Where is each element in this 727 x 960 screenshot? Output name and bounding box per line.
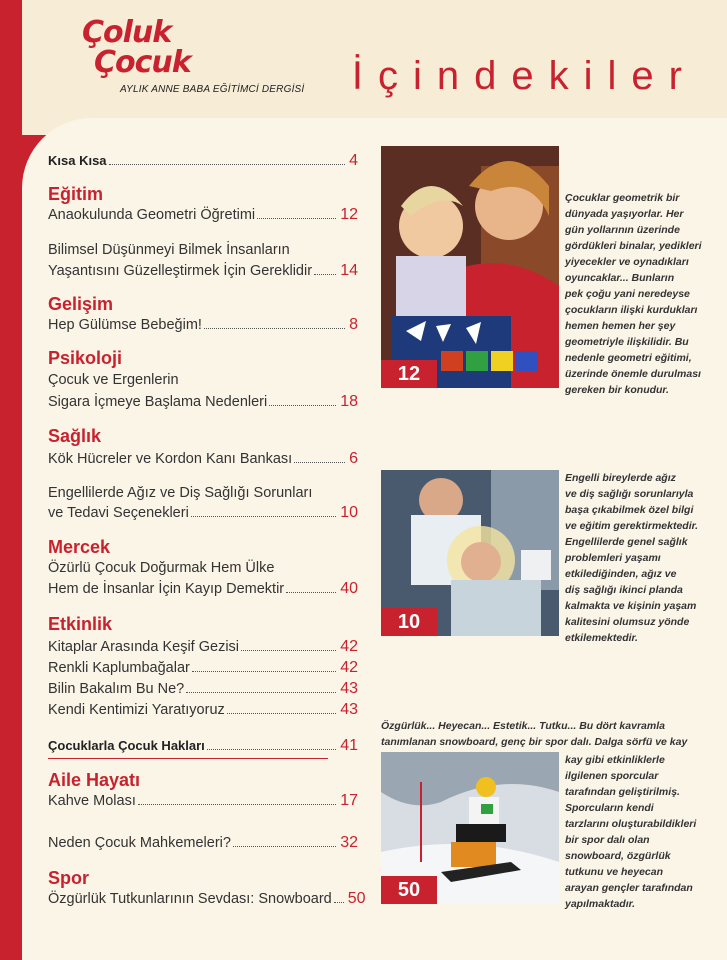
toc-entry[interactable] [48, 834, 358, 852]
caption-line: tarafından geliştirilmiş. [565, 786, 680, 798]
leader-dots [186, 692, 336, 693]
toc-entry-label: Sigara İçmeye Başlama Nedenleri [48, 394, 268, 410]
caption-line: hemen hemen her şey [565, 320, 676, 332]
toc-entry-kisa-kisa[interactable] [48, 152, 358, 170]
toc-entry-label: Renkli Kaplumbağalar [48, 660, 190, 676]
toc-entry[interactable] [48, 792, 358, 810]
toc-entry-label: Hep Gülümse Bebeğim! [48, 317, 202, 333]
leader-dots [138, 804, 336, 805]
toc-entry-label: Hem de İnsanlar İçin Kayıp Demektir [48, 581, 285, 597]
section-gelisim: Gelişim [48, 294, 114, 314]
toc-page-number: 42 [340, 638, 358, 655]
caption-line: ve diş sağlığı sorunlarıyla [565, 488, 694, 500]
caption-line: gün yollarının üzerinde [565, 224, 680, 236]
toc-entry-cocuk-haklari[interactable] [48, 737, 358, 755]
page-title: İçindekiler [351, 54, 697, 98]
toc-page-number: 41 [340, 737, 358, 754]
caption-line: kalitesini olumsuz yönde [565, 616, 690, 628]
caption-line: kay gibi etkinliklerle [565, 754, 665, 766]
leader-dots [233, 846, 336, 847]
caption-line: üzerinde önemle durulması [565, 368, 701, 380]
toc-page-number: 40 [340, 580, 358, 597]
toc-page-number: 10 [340, 504, 358, 521]
leader-dots [191, 516, 336, 517]
toc-entry[interactable] [48, 580, 358, 598]
section-aile-hayati: Aile Hayatı [48, 770, 141, 790]
toc-page-number: 43 [340, 680, 358, 697]
caption-line: oyuncaklar... Bunların [565, 272, 675, 284]
caption-line: yapılmaktadır. [565, 898, 636, 910]
toc-entry-label: Bilin Bakalım Bu Ne? [48, 681, 185, 697]
magazine-logo [82, 15, 305, 98]
caption-line: bir spor dalı olan [565, 834, 650, 846]
toc-entry-line[interactable]: Çocuk ve Ergenlerin [48, 372, 179, 388]
leader-dots [227, 713, 336, 714]
toc-entry[interactable] [48, 262, 358, 280]
photo-dental-care[interactable] [381, 470, 559, 636]
toc-entry-label: Kendi Kentimizi Yaratıyoruz [48, 702, 225, 718]
caption-line: gördükleri binalar, yedikleri [565, 240, 702, 252]
toc-entry-label: Anaokulunda Geometri Öğretimi [48, 207, 256, 223]
caption-line: Sporcuların kendi [565, 802, 654, 814]
caption-snowboard [565, 752, 725, 912]
leader-dots [334, 902, 344, 903]
section-etkinlik: Etkinlik [48, 614, 113, 634]
caption-line: tanımlanan snowboard, genç bir spor dalı. Dalga sörfü ve kay [381, 736, 688, 748]
toc-entry-label: Kitaplar Arasında Keşif Gezisi [48, 639, 240, 655]
left-red-strip [0, 0, 22, 960]
caption-snowboard-intro [381, 718, 721, 750]
toc-page-number: 32 [340, 834, 358, 851]
section-mercek: Mercek [48, 537, 111, 557]
caption-line: dünyada yaşıyorlar. Her [565, 208, 684, 220]
leader-dots [204, 328, 345, 329]
leader-dots [109, 164, 346, 165]
toc-entry[interactable] [48, 206, 358, 224]
toc-entry-line[interactable]: Bilimsel Düşünmeyi Bilmek İnsanların [48, 242, 290, 258]
section-divider [48, 758, 328, 759]
section-spor: Spor [48, 868, 90, 888]
leader-dots [241, 650, 336, 651]
page-badge: 10 [381, 608, 437, 636]
toc-entry[interactable] [48, 638, 358, 656]
toc-entry-line[interactable]: Özürlü Çocuk Doğurmak Hem Ülke [48, 560, 275, 576]
photo-illustration [381, 146, 559, 388]
leader-dots [286, 592, 336, 593]
caption-line: etkilemektedir. [565, 632, 638, 644]
toc-entry[interactable] [48, 890, 366, 908]
section-psikoloji: Psikoloji [48, 348, 123, 368]
toc-entry-label: ve Tedavi Seçenekleri [48, 505, 189, 521]
toc-entry[interactable] [48, 450, 358, 468]
toc-page-number: 17 [340, 792, 358, 809]
toc-entry-label: Kısa Kısa [48, 153, 107, 168]
leader-dots [257, 218, 336, 219]
page-badge: 12 [381, 360, 437, 388]
leader-dots [192, 671, 336, 672]
caption-line: nedenle geometri eğitimi, [565, 352, 692, 364]
leader-dots [314, 274, 336, 275]
toc-page-number: 43 [340, 701, 358, 718]
caption-line: Özgürlük... Heyecan... Estetik... Tutku... Bu dört kavramla [381, 720, 665, 732]
toc-page-number: 12 [340, 206, 358, 223]
caption-line: Engellilerde genel sağlık [565, 536, 688, 548]
caption-line: problemleri yaşamı [565, 552, 661, 564]
logo-line-2: Çocuk [94, 45, 191, 80]
toc-entry[interactable] [48, 680, 358, 698]
section-saglik: Sağlık [48, 426, 102, 446]
caption-line: ve eğitim gerektirmektedir. [565, 520, 699, 532]
toc-entry-label: Özgürlük Tutkunlarının Sevdası: Snowboard [48, 891, 332, 907]
caption-line: çocukların ilişki kurdukları [565, 304, 698, 316]
photo-geometry-lesson[interactable] [381, 146, 559, 388]
leader-dots [269, 405, 336, 406]
toc-page-number: 50 [347, 890, 366, 907]
caption-line: gereken bir konudur. [565, 384, 669, 396]
caption-line: yiyecekler ve oynadıkları [565, 256, 689, 268]
caption-geometry [565, 190, 725, 398]
caption-line: diş sağlığı ikinci planda [565, 584, 683, 596]
toc-entry[interactable] [48, 504, 358, 522]
toc-entry[interactable] [48, 393, 358, 411]
toc-page-number: 8 [349, 316, 358, 333]
photo-snowboard[interactable] [381, 752, 559, 904]
toc-entry-line[interactable]: Engellilerde Ağız ve Diş Sağlığı Sorunları [48, 485, 313, 501]
caption-line: ilgilenen sporcular [565, 770, 659, 782]
toc-entry-label: Çocuklarla Çocuk Hakları [48, 738, 205, 753]
logo-line-1: Çoluk [82, 15, 172, 50]
toc-entry[interactable] [48, 701, 358, 719]
toc-entry-label: Yaşantısını Güzelleştirmek İçin Gereklidir [48, 263, 313, 279]
caption-line: arayan gençler tarafından [565, 882, 693, 894]
toc-page-number: 18 [340, 393, 358, 410]
toc-entry[interactable] [48, 659, 358, 677]
caption-line: etkilediğinden, ağız ve [565, 568, 677, 580]
toc-entry-label: Neden Çocuk Mahkemeleri? [48, 835, 231, 851]
caption-dental [565, 470, 725, 646]
toc-entry-label: Kahve Molası [48, 793, 136, 809]
toc-entry-label: Kök Hücreler ve Kordon Kanı Bankası [48, 451, 293, 467]
caption-line: başa çıkabilmek özel bilgi [565, 504, 694, 516]
toc-page-number: 14 [340, 262, 358, 279]
caption-line: tarzlarını oluşturabildikleri [565, 818, 697, 830]
toc-page-number: 42 [340, 659, 358, 676]
caption-line: snowboard, özgürlük [565, 850, 671, 862]
caption-line: tutkunu ve heyecan [565, 866, 664, 878]
caption-line: kalmakta ve kişinin yaşam [565, 600, 697, 612]
leader-dots [294, 462, 345, 463]
caption-line: Engelli bireylerde ağız [565, 472, 676, 484]
caption-line: geometriyle ilişkilidir. Bu [565, 336, 689, 348]
toc-page-number: 4 [349, 152, 358, 169]
caption-line: Çocuklar geometrik bir [565, 192, 680, 204]
toc-page-number: 6 [349, 450, 358, 467]
leader-dots [207, 749, 336, 750]
toc-entry[interactable] [48, 316, 358, 334]
caption-line: pek çoğu yani neredeyse [565, 288, 690, 300]
page-badge: 50 [381, 876, 437, 904]
section-egitim: Eğitim [48, 184, 104, 204]
logo-subtitle: AYLIK ANNE BABA EĞİTİMCİ DERGİSİ [120, 84, 305, 95]
